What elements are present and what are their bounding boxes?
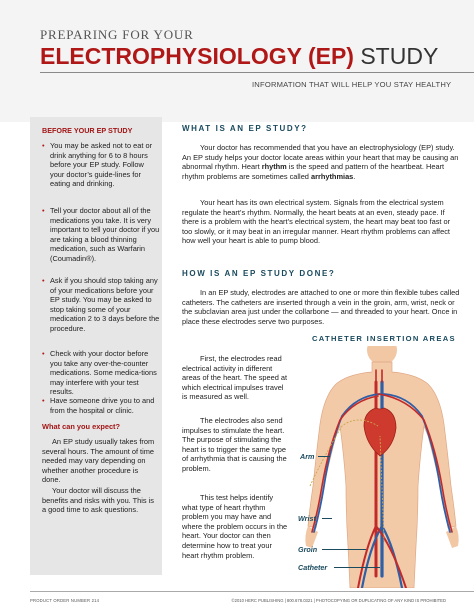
leader-line-wrist bbox=[322, 518, 332, 519]
leader-line-catheter bbox=[334, 567, 380, 568]
subtitle: INFORMATION THAT WILL HELP YOU STAY HEALTHY bbox=[252, 80, 452, 89]
label-catheter: Catheter bbox=[298, 563, 328, 572]
text-run: is the speed and pattern of the heartbeat. Heart rhythm problems are sometimes called bbox=[182, 162, 445, 181]
bullet-icon: • bbox=[42, 276, 45, 285]
leader-line-arm bbox=[318, 456, 330, 457]
title-main: ELECTROPHYSIOLOGY (EP) bbox=[40, 43, 354, 69]
sidebar-bullet-text: You may be asked not to eat or drink anything for 6 to 8 hours before your EP study. Follow your doctor’s guide-lines for eating and drinking. bbox=[50, 141, 153, 189]
pre-title: PREPARING FOR YOUR bbox=[40, 27, 194, 42]
label-groin: Groin bbox=[298, 545, 318, 554]
footer-rule bbox=[30, 591, 474, 592]
paragraph-how-1: In an EP study, electrodes are attached to one or more thin flexible tubes called catheters. The catheters are inserted through a vein in the groin, arm, wrist, neck or the subclavian area just under the collarbone — and threaded to your heart. Once in place these electrodes serve two purposes. bbox=[182, 288, 460, 326]
sidebar-heading: BEFORE YOUR EP STUDY bbox=[42, 126, 133, 135]
diagram-title: CATHETER INSERTION AREAS bbox=[312, 334, 456, 343]
catheter-insertion-diagram bbox=[296, 346, 474, 588]
sidebar-bullet-text: Have someone drive you to and from the hospital or clinic. bbox=[50, 396, 155, 415]
sidebar-bullet-text: Check with your doctor before you take any over-the-counter medications. Some medica-tions may interfere with your test results. bbox=[50, 349, 157, 397]
label-wrist: Wrist bbox=[298, 514, 316, 523]
bold-term-rhythm: rhythm bbox=[261, 162, 287, 172]
bullet-icon: • bbox=[42, 396, 45, 405]
sidebar-bullet-item bbox=[42, 396, 160, 415]
page-title bbox=[40, 43, 438, 70]
copyright-notice: ©2010 HERC PUBLISHING | 800.678.0321 | PHOTOCOPYING OR DUPLICATING OF ANY KIND IS PROHIBITED bbox=[231, 598, 446, 603]
product-order-number: PRODUCT ORDER NUMBER 214 bbox=[30, 598, 100, 603]
expect-paragraph: Your doctor will discuss the benefits and risks with you. This is a good time to ask questions. bbox=[42, 486, 155, 515]
sidebar-bullet-text: Tell your doctor about all of the medications you take. It is very important to tell your doctor if you are taking a blood thinning medication, such as Warfarin (Coumadin®). bbox=[50, 206, 160, 263]
left-hand-shape bbox=[446, 526, 459, 548]
sidebar-bullet-item bbox=[42, 349, 160, 397]
bullet-icon: • bbox=[42, 349, 45, 358]
expect-paragraph: An EP study usually takes from several hours. The amount of time needed may vary depending on whether another procedure is done. bbox=[42, 437, 155, 485]
label-arm: Arm bbox=[300, 452, 315, 461]
text-run: Your doctor has recommended that you have an electrophysiology (EP) study. An EP study helps your doctor locate areas within your heart that may be causing an abnormal rhythm. Heart bbox=[182, 143, 459, 172]
paragraph-how-3: The electrodes also send impulses to stimulate the heart. The purpose of stimulating the heart is to trigger the same type of arrhythmia that is causing the problem. bbox=[182, 416, 287, 473]
sidebar-bullet-item bbox=[42, 141, 160, 189]
section-heading-how: HOW IS AN EP STUDY DONE? bbox=[182, 269, 336, 278]
paragraph-how-2: First, the electrodes read electrical activity in different areas of the heart. The speed at which electrical impulses travel is measured as well. bbox=[182, 354, 288, 402]
section-heading-what: WHAT IS AN EP STUDY? bbox=[182, 124, 308, 133]
leader-line-groin bbox=[322, 549, 366, 550]
bullet-icon: • bbox=[42, 141, 45, 150]
paragraph-how-4: This test helps identify what type of heart rhythm problem you may have and where the problem occurs in the heart. Your doctor can then determine how to treat your heart rhythm problem. bbox=[182, 493, 288, 560]
paragraph-what-1 bbox=[182, 143, 460, 181]
bold-term-arrhythmias: arrhythmias bbox=[310, 171, 354, 181]
sidebar-bullet-text: Ask if you should stop taking any of your medications before your EP study. You may be asked to stop taking some of your medication 2 to 3 days before the procedure. bbox=[50, 276, 160, 333]
bullet-icon: • bbox=[42, 206, 45, 215]
title-rule bbox=[40, 72, 474, 73]
expect-heading: What can you expect? bbox=[42, 422, 121, 431]
paragraph-what-2: Your heart has its own electrical system. Signals from the electrical system regulate the heart’s rhythm. Normally, the heart beats at an even, steady pace. If there is a problem with the heart’s electrical system, the heart may beat too fast or too slowly, or it may beat in an irregular manner. Heart rhythm problems can affect how well your heart is able to pump blood. bbox=[182, 198, 451, 246]
title-suffix: STUDY bbox=[360, 43, 439, 69]
sidebar-bullet-item bbox=[42, 206, 160, 264]
sidebar-bullet-item bbox=[42, 276, 160, 334]
text-run: . bbox=[353, 171, 356, 181]
